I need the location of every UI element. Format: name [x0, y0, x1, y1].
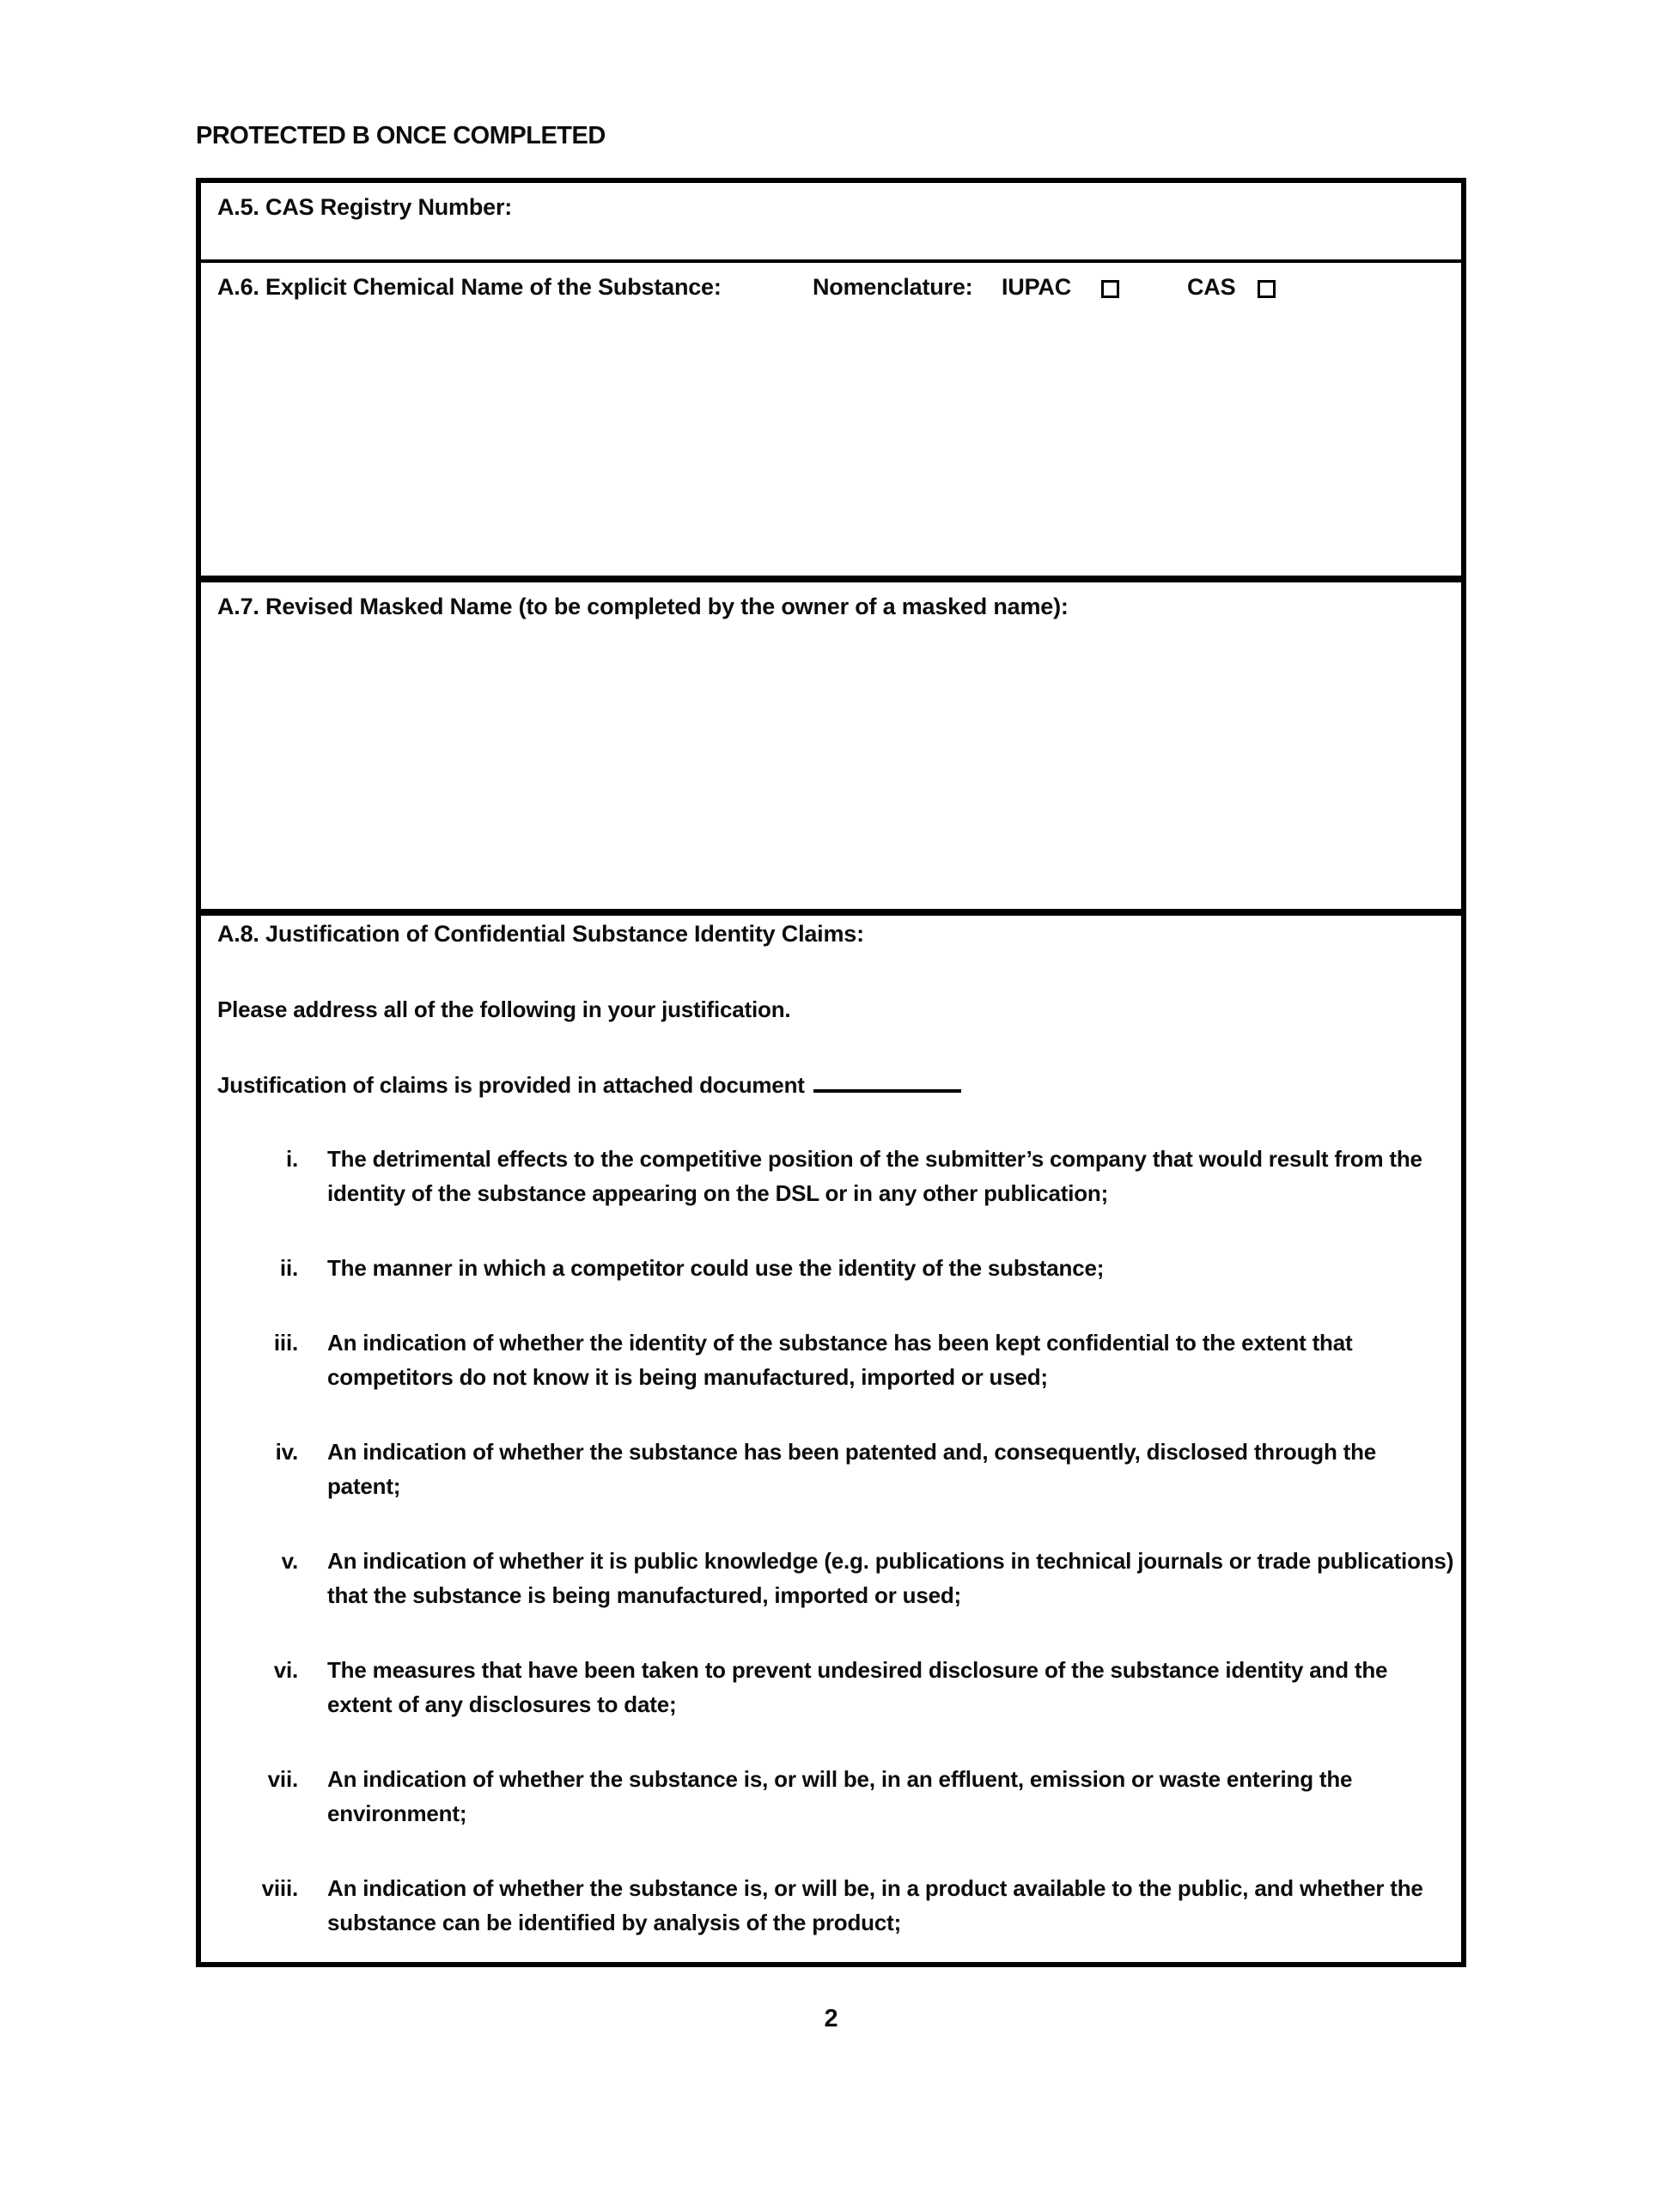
a6-input-area[interactable] — [201, 323, 1461, 576]
form-table — [196, 178, 1466, 1967]
section-a8 — [201, 909, 1461, 1962]
page-number: 2 — [824, 2005, 838, 2032]
list-item — [217, 1435, 1444, 1503]
a5-input-area[interactable] — [201, 228, 1461, 259]
list-item — [217, 1871, 1444, 1940]
section-a6 — [201, 259, 1461, 576]
a8-attachment-line — [217, 1072, 1444, 1099]
a7-label: A.7. Revised Masked Name (to be completed by the owner of a masked name): — [217, 594, 1069, 619]
section-a7 — [201, 576, 1461, 909]
list-item — [217, 1325, 1444, 1394]
list-item — [217, 1142, 1444, 1210]
a6-option-iupac-label: IUPAC — [1002, 274, 1072, 300]
list-item-number: vi. — [273, 1657, 298, 1683]
a6-cas-checkbox[interactable] — [1258, 280, 1276, 298]
list-item — [217, 1251, 1444, 1285]
a8-attachment-text: Justification of claims is provided in attached document — [217, 1072, 805, 1098]
list-item-number: v. — [281, 1548, 298, 1574]
list-item — [217, 1544, 1454, 1612]
list-item-number: ii. — [279, 1255, 298, 1281]
a8-body — [217, 921, 1454, 1980]
a7-input-area[interactable] — [201, 643, 1461, 909]
list-item-text: An indication of whether it is public knowledge (e.g. publications in technical journals or trade publications) that the substance is being manufactured, imported or used; — [327, 1548, 1454, 1608]
a5-label: A.5. CAS Registry Number: — [217, 194, 513, 220]
a8-attachment-blank[interactable] — [813, 1072, 961, 1093]
list-item — [217, 1653, 1444, 1721]
list-item-number: iii. — [273, 1330, 298, 1356]
classification-banner: PROTECTED B ONCE COMPLETED — [196, 122, 606, 149]
list-item-number: vii. — [267, 1766, 298, 1792]
list-item-text: An indication of whether the identity of the substance has been kept confidential to the extent that competitors do not know it is being manufactured, imported or used; — [327, 1330, 1353, 1390]
list-item-text: An indication of whether the substance is, or will be, in an effluent, emission or waste entering the environment; — [327, 1766, 1353, 1826]
a6-nomenclature-label: Nomenclature: — [813, 274, 973, 300]
a8-justification-list — [217, 1142, 1454, 1940]
list-item — [217, 1762, 1444, 1831]
list-item-text: The detrimental effects to the competitive position of the submitter’s company that would result from the identity of the substance appearing on the DSL or in any other publication; — [327, 1146, 1422, 1206]
a6-option-cas-label: CAS — [1187, 274, 1236, 300]
list-item-number: i. — [285, 1146, 298, 1172]
list-item-text: An indication of whether the substance has been patented and, consequently, disclosed through the patent; — [327, 1439, 1377, 1499]
list-item-number: viii. — [261, 1875, 298, 1901]
a8-instruction: Please address all of the following in your justification. — [217, 996, 791, 1022]
list-item-text: An indication of whether the substance is, or will be, in a product available to the public, and whether the substance can be identified by analysis of the product; — [327, 1875, 1423, 1935]
list-item-text: The manner in which a competitor could use the identity of the substance; — [327, 1255, 1105, 1281]
a6-label: A.6. Explicit Chemical Name of the Substance: — [217, 274, 722, 300]
a8-label: A.8. Justification of Confidential Substance Identity Claims: — [217, 921, 864, 947]
section-a5 — [201, 183, 1461, 259]
list-item-text: The measures that have been taken to prevent undesired disclosure of the substance identity and the extent of any disclosures to date; — [327, 1657, 1388, 1717]
list-item-number: iv. — [275, 1439, 298, 1465]
a6-iupac-checkbox[interactable] — [1101, 280, 1119, 298]
